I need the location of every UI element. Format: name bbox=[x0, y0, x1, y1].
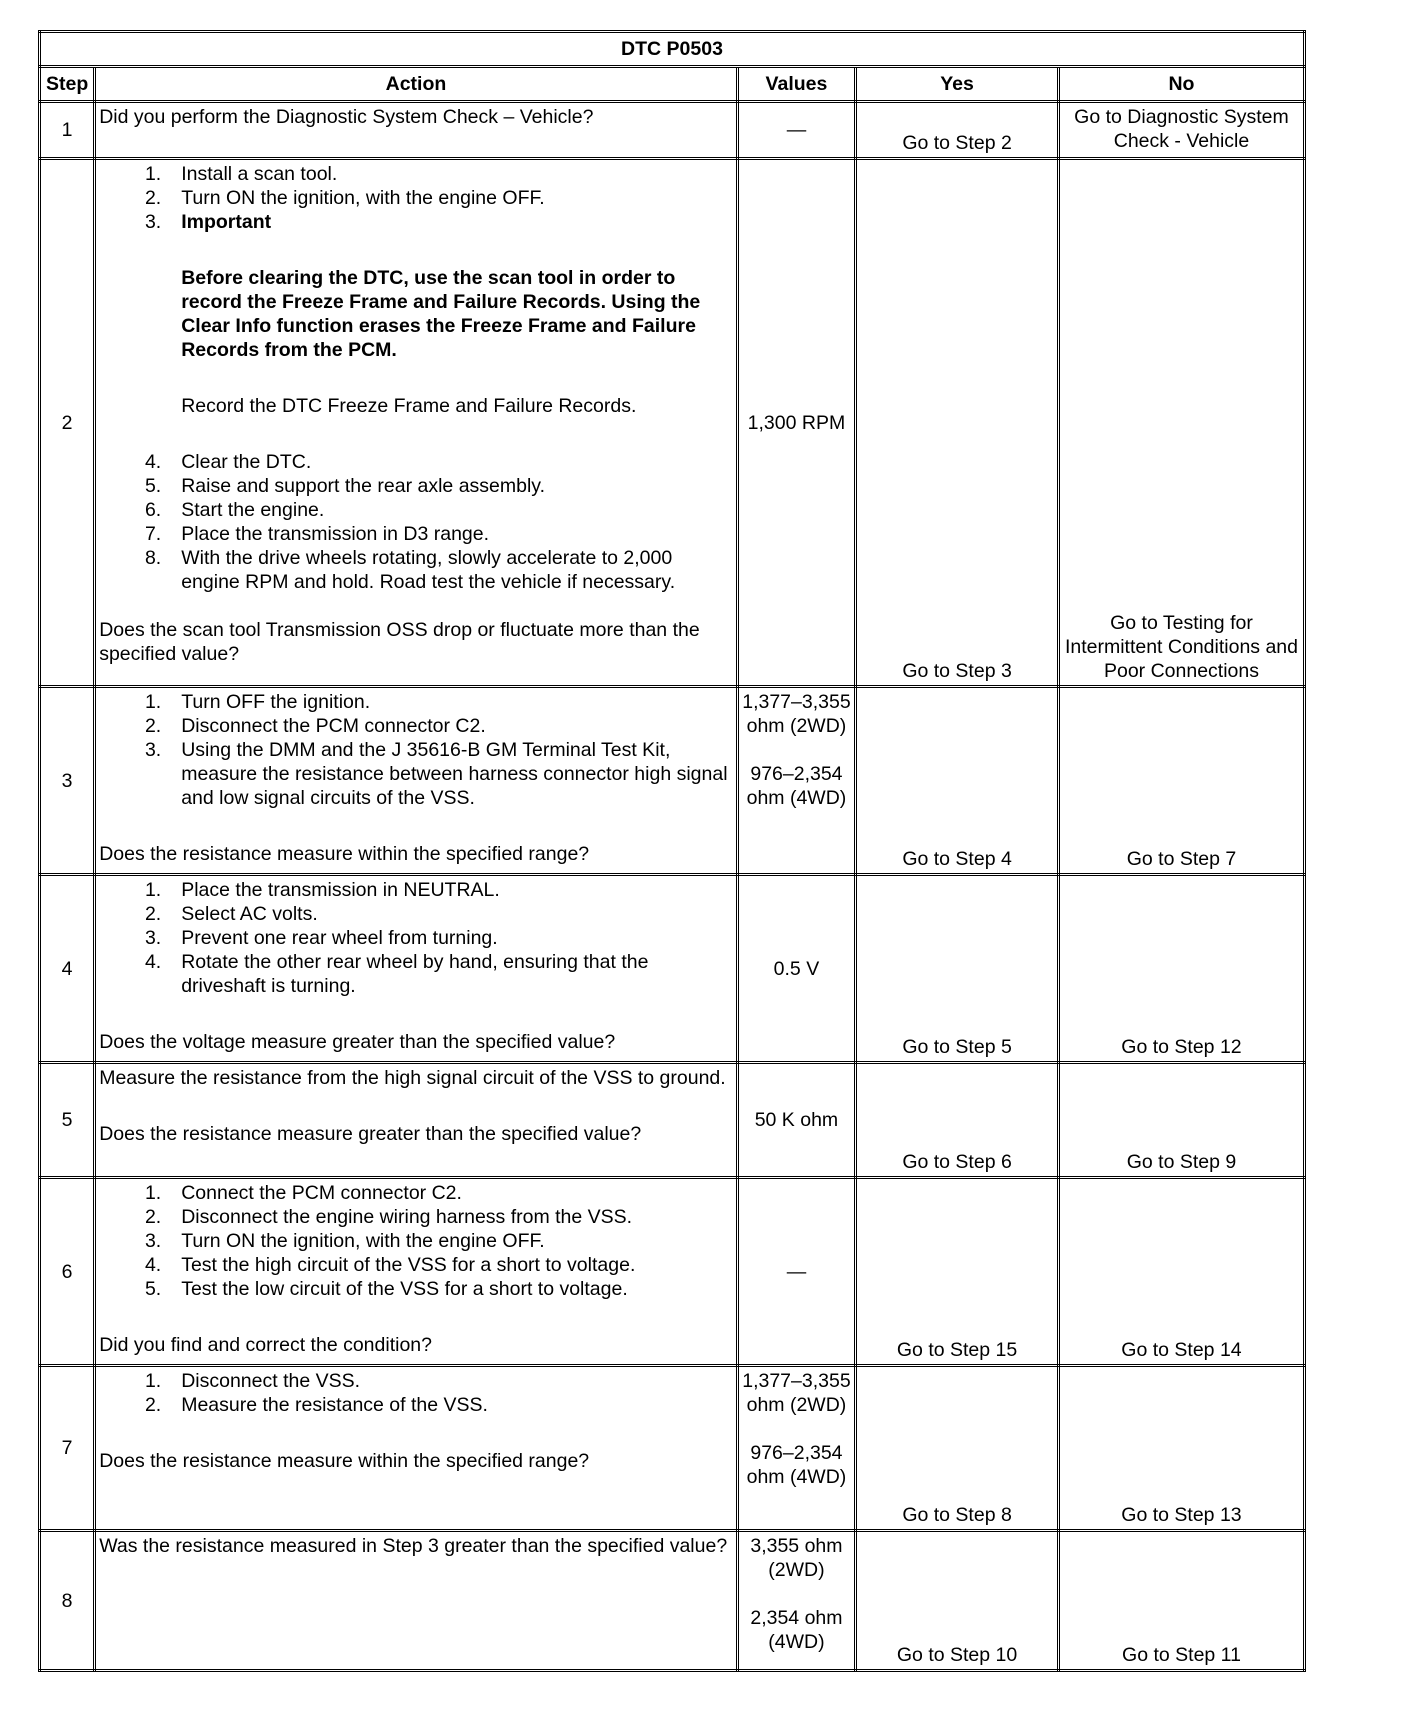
item-text: Connect the PCM connector C2. bbox=[181, 1182, 462, 1204]
list-item bbox=[99, 546, 733, 594]
item-number: 4. bbox=[144, 451, 162, 473]
item-text: Test the low circuit of the VSS for a short to voltage. bbox=[181, 1278, 628, 1300]
action-list bbox=[99, 1181, 733, 1301]
value-4wd: 976–2,354 ohm (4WD) bbox=[746, 1442, 847, 1488]
value-cell: — bbox=[737, 102, 855, 159]
value-2wd: 3,355 ohm (2WD) bbox=[750, 1535, 843, 1581]
value-cell: 1,300 RPM bbox=[737, 159, 855, 687]
important-label: Important bbox=[181, 211, 272, 233]
list-item bbox=[99, 186, 733, 210]
list-item bbox=[99, 926, 733, 950]
item-number: 3. bbox=[144, 927, 162, 949]
step-number: 7 bbox=[40, 1366, 95, 1531]
list-item bbox=[99, 1277, 733, 1301]
item-number: 2. bbox=[144, 903, 162, 925]
item-number: 7. bbox=[144, 523, 162, 545]
no-cell: Go to Step 7 bbox=[1058, 687, 1304, 875]
item-number: 8. bbox=[144, 547, 162, 569]
list-item bbox=[99, 950, 733, 998]
list-item bbox=[99, 450, 733, 474]
list-item bbox=[99, 498, 733, 522]
action-cell bbox=[95, 159, 738, 687]
no-cell: Go to Step 13 bbox=[1058, 1366, 1304, 1531]
table-row bbox=[40, 875, 1305, 1063]
table-row bbox=[40, 1531, 1305, 1671]
table-title: DTC P0503 bbox=[40, 32, 1305, 67]
yes-cell: Go to Step 2 bbox=[856, 102, 1059, 159]
item-number: 1. bbox=[144, 691, 162, 713]
action-cell bbox=[95, 1178, 738, 1366]
action-question: Does the resistance measure greater than the specified value? bbox=[99, 1123, 642, 1145]
item-number: 6. bbox=[144, 499, 162, 521]
action-list bbox=[99, 878, 733, 998]
value-cell bbox=[737, 1366, 855, 1531]
action-text: Measure the resistance from the high signal circuit of the VSS to ground. bbox=[99, 1067, 726, 1089]
value-cell bbox=[737, 1531, 855, 1671]
step-number: 4 bbox=[40, 875, 95, 1063]
no-cell: Go to Step 14 bbox=[1058, 1178, 1304, 1366]
action-cell bbox=[95, 1366, 738, 1531]
yes-cell: Go to Step 15 bbox=[856, 1178, 1059, 1366]
item-number: 5. bbox=[144, 475, 162, 497]
no-cell: Go to Testing for Intermittent Conditions and Poor Connections bbox=[1058, 159, 1304, 687]
yes-cell: Go to Step 5 bbox=[856, 875, 1059, 1063]
list-item bbox=[99, 1181, 733, 1205]
item-number: 5. bbox=[144, 1278, 162, 1300]
list-item bbox=[99, 1229, 733, 1253]
item-text: Install a scan tool. bbox=[181, 163, 338, 185]
list-item bbox=[99, 1253, 733, 1277]
table-row bbox=[40, 102, 1305, 159]
step-number: 5 bbox=[40, 1063, 95, 1178]
list-item bbox=[99, 738, 733, 810]
important-note: Before clearing the DTC, use the scan tool in order to record the Freeze Frame and Failure Records. Using the Clear Info function erases the Freeze Frame and Failure Records from the PCM. bbox=[181, 267, 701, 361]
item-number: 2. bbox=[144, 1394, 162, 1416]
list-item bbox=[99, 162, 733, 186]
step-number: 2 bbox=[40, 159, 95, 687]
item-text: Using the DMM and the J 35616-B GM Terminal Test Kit, measure the resistance between harness connector high signal and low signal circuits of the VSS. bbox=[181, 739, 728, 809]
item-number: 4. bbox=[144, 951, 162, 973]
table-row bbox=[40, 159, 1305, 687]
item-number: 1. bbox=[144, 163, 162, 185]
item-number: 2. bbox=[144, 187, 162, 209]
yes-cell: Go to Step 3 bbox=[856, 159, 1059, 687]
action-question: Does the scan tool Transmission OSS drop or fluctuate more than the specified value? bbox=[99, 619, 700, 665]
value-2wd: 1,377–3,355 ohm (2WD) bbox=[742, 691, 851, 737]
item-text: Raise and support the rear axle assembly. bbox=[181, 475, 546, 497]
value-cell bbox=[737, 687, 855, 875]
list-item bbox=[99, 690, 733, 714]
value-cell: 50 K ohm bbox=[737, 1063, 855, 1178]
item-text: Prevent one rear wheel from turning. bbox=[181, 927, 498, 949]
action-cell bbox=[95, 875, 738, 1063]
step-number: 3 bbox=[40, 687, 95, 875]
action-question: Did you perform the Diagnostic System Check – Vehicle? bbox=[95, 102, 738, 159]
list-item bbox=[99, 474, 733, 498]
item-text: With the drive wheels rotating, slowly accelerate to 2,000 engine RPM and hold. Road test the vehicle if necessary. bbox=[181, 547, 676, 593]
item-number: 2. bbox=[144, 1206, 162, 1228]
action-question: Does the voltage measure greater than the specified value? bbox=[99, 1031, 616, 1053]
table-row bbox=[40, 1063, 1305, 1178]
yes-cell: Go to Step 8 bbox=[856, 1366, 1059, 1531]
action-question: Does the resistance measure within the specified range? bbox=[99, 1450, 590, 1472]
list-item bbox=[99, 878, 733, 902]
no-cell: Go to Step 9 bbox=[1058, 1063, 1304, 1178]
item-text: Turn OFF the ignition. bbox=[181, 691, 371, 713]
table-row bbox=[40, 687, 1305, 875]
item-number: 1. bbox=[144, 1370, 162, 1392]
item-text: Disconnect the engine wiring harness from the VSS. bbox=[181, 1206, 633, 1228]
header-step: Step bbox=[40, 67, 95, 102]
item-text: Disconnect the VSS. bbox=[181, 1370, 361, 1392]
item-number: 3. bbox=[144, 739, 162, 761]
value-4wd: 2,354 ohm (4WD) bbox=[750, 1607, 843, 1653]
item-text: Turn ON the ignition, with the engine OFF. bbox=[181, 1230, 545, 1252]
item-text: Place the transmission in D3 range. bbox=[181, 523, 490, 545]
yes-cell: Go to Step 10 bbox=[856, 1531, 1059, 1671]
list-item bbox=[99, 1393, 733, 1417]
header-no: No bbox=[1058, 67, 1304, 102]
list-item bbox=[99, 1205, 733, 1229]
list-item bbox=[99, 1369, 733, 1393]
value-cell: 0.5 V bbox=[737, 875, 855, 1063]
list-item bbox=[99, 902, 733, 926]
item-number: 3. bbox=[144, 211, 162, 233]
header-yes: Yes bbox=[856, 67, 1059, 102]
action-cell bbox=[95, 1063, 738, 1178]
list-item bbox=[99, 210, 733, 234]
item-text: Rotate the other rear wheel by hand, ensuring that the driveshaft is turning. bbox=[181, 951, 649, 997]
item-number: 1. bbox=[144, 879, 162, 901]
item-number: 2. bbox=[144, 715, 162, 737]
table-row bbox=[40, 1366, 1305, 1531]
item-number: 3. bbox=[144, 1230, 162, 1252]
action-question: Does the resistance measure within the specified range? bbox=[99, 843, 590, 865]
item-text: Select AC volts. bbox=[181, 903, 318, 925]
list-item bbox=[99, 714, 733, 738]
action-list bbox=[99, 450, 733, 594]
header-values: Values bbox=[737, 67, 855, 102]
item-number: 4. bbox=[144, 1254, 162, 1276]
item-text: Disconnect the PCM connector C2. bbox=[181, 715, 486, 737]
value-2wd: 1,377–3,355 ohm (2WD) bbox=[742, 1370, 851, 1416]
no-cell: Go to Diagnostic System Check - Vehicle bbox=[1058, 102, 1304, 159]
no-cell: Go to Step 11 bbox=[1058, 1531, 1304, 1671]
item-text: Start the engine. bbox=[181, 499, 325, 521]
header-action: Action bbox=[95, 67, 738, 102]
item-text: Clear the DTC. bbox=[181, 451, 312, 473]
item-text: Test the high circuit of the VSS for a short to voltage. bbox=[181, 1254, 636, 1276]
action-list bbox=[99, 162, 733, 234]
step-number: 8 bbox=[40, 1531, 95, 1671]
action-question: Did you find and correct the condition? bbox=[99, 1334, 432, 1356]
yes-cell: Go to Step 4 bbox=[856, 687, 1059, 875]
action-cell bbox=[95, 687, 738, 875]
action-list bbox=[99, 690, 733, 810]
dtc-table bbox=[38, 30, 1306, 1672]
item-text: Measure the resistance of the VSS. bbox=[181, 1394, 488, 1416]
action-question: Was the resistance measured in Step 3 greater than the specified value? bbox=[95, 1531, 738, 1671]
no-cell: Go to Step 12 bbox=[1058, 875, 1304, 1063]
item-text: Place the transmission in NEUTRAL. bbox=[181, 879, 500, 901]
record-note: Record the DTC Freeze Frame and Failure Records. bbox=[181, 395, 637, 417]
table-row bbox=[40, 1178, 1305, 1366]
yes-cell: Go to Step 6 bbox=[856, 1063, 1059, 1178]
step-number: 1 bbox=[40, 102, 95, 159]
item-number: 1. bbox=[144, 1182, 162, 1204]
action-list bbox=[99, 1369, 733, 1417]
step-number: 6 bbox=[40, 1178, 95, 1366]
value-cell: — bbox=[737, 1178, 855, 1366]
value-4wd: 976–2,354 ohm (4WD) bbox=[746, 763, 847, 809]
list-item bbox=[99, 522, 733, 546]
item-text: Turn ON the ignition, with the engine OFF. bbox=[181, 187, 545, 209]
